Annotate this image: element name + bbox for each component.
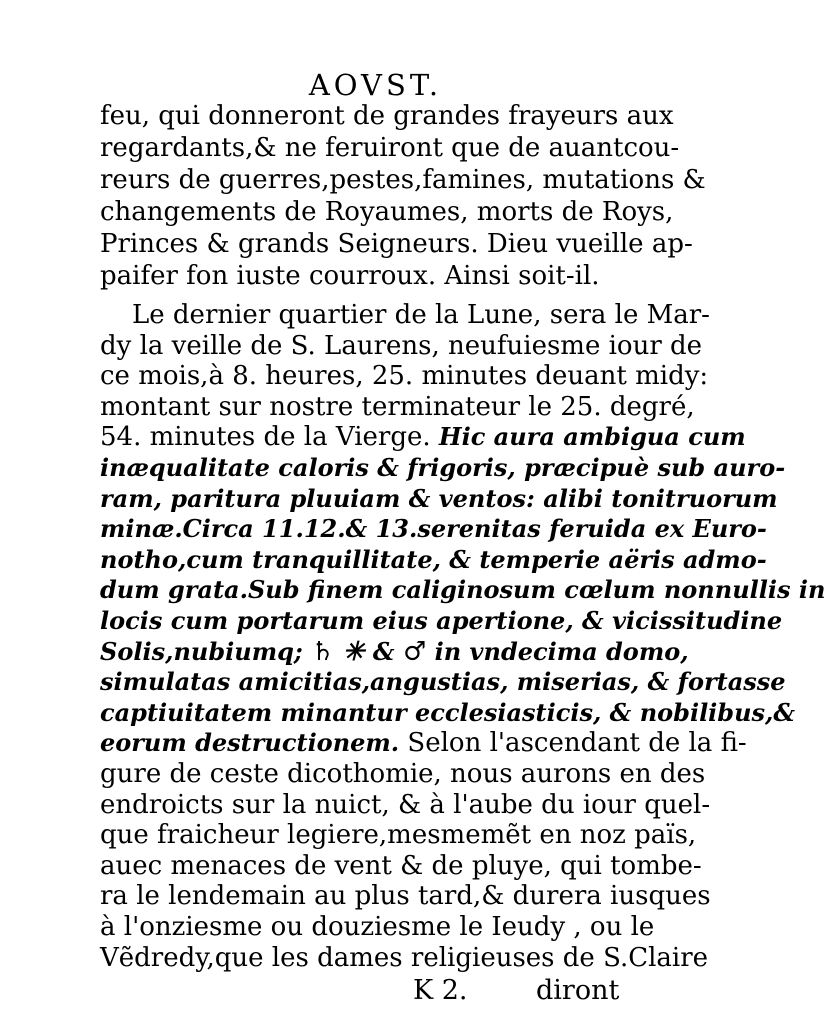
conjunction-star-icon: ✳	[342, 637, 365, 667]
text-line: Princes & grands Seigneurs. Dieu vueille ap-	[100, 229, 693, 259]
latin-segment: &	[372, 637, 395, 666]
latin-line: inæqualitate caloris & frigoris, præcipuè sub auro-	[100, 453, 786, 482]
text-line: Le dernier quartier de la Lune, sera le Mar-	[132, 300, 710, 330]
text-line: gure de ceste dicothomie, nous aurons en des	[100, 759, 706, 789]
latin-symbols-line	[100, 637, 689, 667]
latin-line: notho,cum tranquillitate, & temperie aëris admo-	[100, 545, 767, 574]
text-line: endroicts sur la nuict, & à l'aube du iour quel-	[100, 790, 711, 820]
text-line: ra le lendemain au plus tard,& durera iusques	[100, 881, 711, 911]
text-line: feu, qui donneront de grandes frayeurs aux	[100, 101, 674, 131]
latin-line: captiuitatem minantur ecclesiasticis, & nobilibus,&	[100, 698, 796, 727]
latin-segment: Solis,nubiumq;	[100, 637, 303, 666]
text-line: regardants,& ne feruiront que de auantcou-	[100, 133, 680, 163]
text-line: Vẽdredy,que les dames religieuses de S.Claire	[100, 943, 709, 973]
text-line: dy la veille de S. Laurens, neufuiesme iour de	[100, 331, 703, 361]
text-line: que fraicheur legiere,mesmemẽt en noz païs,	[100, 820, 697, 850]
text-line: ce mois,à 8. heures, 25. minutes deuant midy:	[100, 361, 709, 391]
latin-segment: eorum destructionem.	[100, 728, 400, 757]
latin-line: dum grata.Sub finem caliginosum cœlum nonnullis in	[100, 575, 825, 604]
text-line-mixed	[100, 728, 747, 758]
latin-line: minæ.Circa 11.12.& 13.serenitas feruida ex Euro-	[100, 514, 767, 543]
catchword: diront	[536, 975, 620, 1006]
text-line: changements de Royaumes, morts de Roys,	[100, 197, 674, 227]
text-segment: Selon l'ascendant de la fi-	[407, 728, 747, 758]
saturn-symbol-icon: ♄	[311, 637, 335, 667]
text-line: reurs de guerres,pestes,famines, mutations &	[100, 165, 706, 195]
text-line-mixed	[100, 422, 746, 452]
latin-line: simulatas amicitias,angustias, miserias, & fortasse	[100, 667, 786, 696]
signature-mark: K 2.	[413, 975, 468, 1006]
latin-segment: in vndecima domo,	[434, 637, 689, 666]
mars-symbol-icon: ♂	[402, 637, 427, 667]
text-line: à l'onziesme ou douziesme le Ieudy , ou le	[100, 912, 655, 942]
latin-line: ram, paritura pluuiam & ventos: alibi tonitruorum	[100, 484, 778, 513]
page-header-title: AOVST.	[308, 68, 443, 102]
text-line: paifer fon iuste courroux. Ainsi soit-il.	[100, 261, 600, 291]
latin-segment: Hic aura ambigua cum	[438, 422, 746, 451]
text-line: montant sur nostre terminateur le 25. degré,	[100, 392, 695, 422]
text-segment: 54. minutes de la Vierge.	[100, 422, 431, 452]
latin-line: locis cum portarum eius apertione, & vicissitudine	[100, 606, 783, 635]
text-line: auec menaces de vent & de pluye, qui tombe-	[100, 851, 702, 881]
